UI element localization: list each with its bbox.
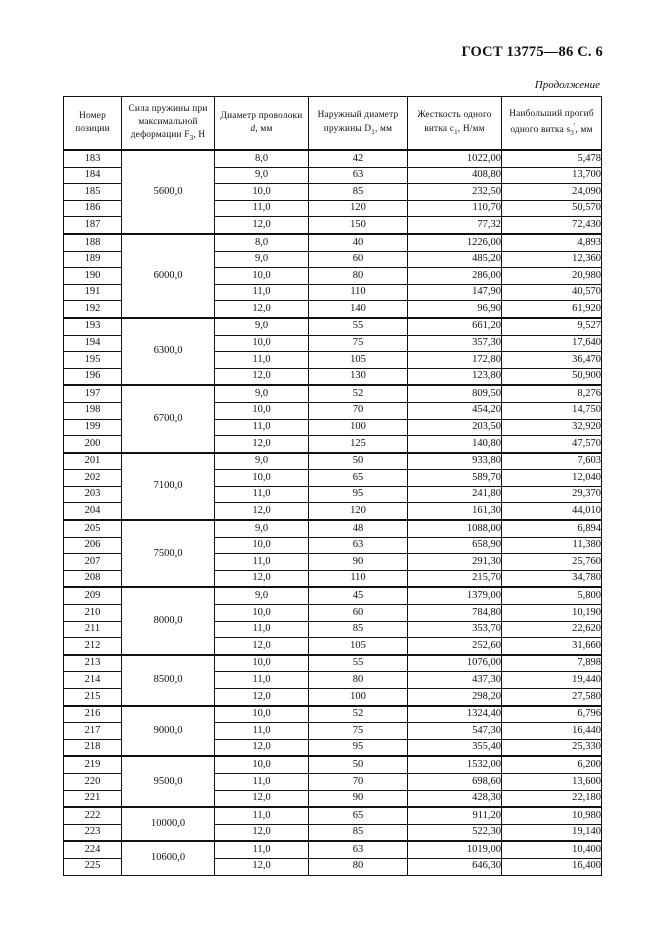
cell-wire-diameter: 10,0 (215, 335, 309, 352)
cell-position: 218 (64, 739, 122, 756)
cell-outer-diameter: 110 (309, 284, 408, 301)
cell-wire-diameter: 10,0 (215, 605, 309, 622)
cell-outer-diameter: 55 (309, 655, 408, 672)
cell-deflection: 10,190 (502, 605, 602, 622)
cell-outer-diameter: 95 (309, 739, 408, 756)
cell-stiffness: 589,70 (408, 470, 502, 487)
cell-deflection: 9,527 (502, 318, 602, 335)
cell-stiffness: 357,30 (408, 335, 502, 352)
cell-deflection: 36,470 (502, 352, 602, 369)
cell-deflection: 14,750 (502, 402, 602, 419)
table-row (64, 841, 602, 858)
cell-wire-diameter: 11,0 (215, 352, 309, 369)
cell-outer-diameter: 70 (309, 402, 408, 419)
cell-outer-diameter: 90 (309, 790, 408, 807)
cell-wire-diameter: 12,0 (215, 739, 309, 756)
cell-stiffness: 646,30 (408, 858, 502, 875)
cell-stiffness: 147,90 (408, 284, 502, 301)
table-row (64, 385, 602, 402)
table-row (64, 756, 602, 773)
cell-outer-diameter: 63 (309, 537, 408, 554)
cell-wire-diameter: 12,0 (215, 689, 309, 706)
cell-stiffness: 933,80 (408, 453, 502, 470)
cell-position: 220 (64, 773, 122, 790)
cell-wire-diameter: 10,0 (215, 470, 309, 487)
cell-deflection: 50,570 (502, 200, 602, 217)
cell-stiffness: 658,90 (408, 537, 502, 554)
cell-outer-diameter: 105 (309, 352, 408, 369)
table-row (64, 587, 602, 604)
table-row (64, 318, 602, 335)
cell-position: 225 (64, 858, 122, 875)
cell-position: 189 (64, 251, 122, 268)
continued-label: Продолжение (534, 79, 600, 91)
cell-deflection: 25,760 (502, 554, 602, 571)
cell-position: 195 (64, 352, 122, 369)
cell-deflection: 5,478 (502, 150, 602, 167)
cell-wire-diameter: 12,0 (215, 570, 309, 587)
cell-position: 203 (64, 486, 122, 503)
cell-outer-diameter: 60 (309, 605, 408, 622)
cell-position: 193 (64, 318, 122, 335)
cell-position: 211 (64, 621, 122, 638)
cell-position: 192 (64, 301, 122, 318)
cell-stiffness: 454,20 (408, 402, 502, 419)
cell-outer-diameter: 140 (309, 301, 408, 318)
cell-stiffness: 408,80 (408, 167, 502, 184)
cell-stiffness: 232,50 (408, 184, 502, 201)
header-stiffness: Жесткость одного витка $c_1$, Н/мм (408, 97, 502, 151)
cell-stiffness: 547,30 (408, 723, 502, 740)
cell-wire-diameter: 11,0 (215, 723, 309, 740)
cell-wire-diameter: 9,0 (215, 251, 309, 268)
cell-deflection: 16,400 (502, 858, 602, 875)
cell-deflection: 13,600 (502, 773, 602, 790)
cell-deflection: 20,980 (502, 268, 602, 285)
cell-deflection: 7,603 (502, 453, 602, 470)
cell-deflection: 22,620 (502, 621, 602, 638)
cell-wire-diameter: 10,0 (215, 537, 309, 554)
cell-force: 6700,0 (122, 385, 215, 452)
cell-outer-diameter: 90 (309, 554, 408, 571)
cell-stiffness: 291,30 (408, 554, 502, 571)
cell-outer-diameter: 110 (309, 570, 408, 587)
table-row (64, 655, 602, 672)
cell-wire-diameter: 9,0 (215, 587, 309, 604)
cell-deflection: 6,894 (502, 520, 602, 537)
cell-outer-diameter: 85 (309, 621, 408, 638)
cell-deflection: 12,360 (502, 251, 602, 268)
cell-deflection: 6,200 (502, 756, 602, 773)
cell-wire-diameter: 11,0 (215, 773, 309, 790)
cell-outer-diameter: 48 (309, 520, 408, 537)
cell-outer-diameter: 45 (309, 587, 408, 604)
header-wire-diameter: Диаметр проволоки d, мм (215, 97, 309, 151)
cell-position: 200 (64, 436, 122, 453)
cell-deflection: 27,580 (502, 689, 602, 706)
cell-stiffness: 110,70 (408, 200, 502, 217)
cell-deflection: 25,330 (502, 739, 602, 756)
cell-wire-diameter: 10,0 (215, 402, 309, 419)
cell-wire-diameter: 12,0 (215, 638, 309, 655)
cell-position: 197 (64, 385, 122, 402)
cell-stiffness: 1088,00 (408, 520, 502, 537)
cell-force: 6300,0 (122, 318, 215, 385)
cell-outer-diameter: 85 (309, 184, 408, 201)
cell-outer-diameter: 120 (309, 503, 408, 520)
cell-deflection: 34,780 (502, 570, 602, 587)
cell-wire-diameter: 10,0 (215, 706, 309, 723)
cell-outer-diameter: 120 (309, 200, 408, 217)
cell-position: 191 (64, 284, 122, 301)
cell-position: 224 (64, 841, 122, 858)
cell-outer-diameter: 105 (309, 638, 408, 655)
cell-outer-diameter: 75 (309, 335, 408, 352)
cell-position: 185 (64, 184, 122, 201)
cell-force: 7500,0 (122, 520, 215, 587)
cell-stiffness: 215,70 (408, 570, 502, 587)
cell-position: 187 (64, 217, 122, 234)
header-deflection: Наибольший прогиб одного витка $s_3'$, мм (502, 97, 602, 151)
cell-deflection: 24,090 (502, 184, 602, 201)
cell-stiffness: 428,30 (408, 790, 502, 807)
cell-position: 206 (64, 537, 122, 554)
header-position: Номер позиции (64, 97, 122, 151)
table-row (64, 150, 602, 167)
cell-wire-diameter: 9,0 (215, 167, 309, 184)
cell-outer-diameter: 42 (309, 150, 408, 167)
cell-position: 183 (64, 150, 122, 167)
cell-position: 215 (64, 689, 122, 706)
cell-wire-diameter: 12,0 (215, 824, 309, 841)
cell-wire-diameter: 11,0 (215, 200, 309, 217)
table-row (64, 706, 602, 723)
table-body (64, 150, 602, 875)
cell-stiffness: 809,50 (408, 385, 502, 402)
cell-deflection: 61,920 (502, 301, 602, 318)
cell-outer-diameter: 75 (309, 723, 408, 740)
cell-wire-diameter: 10,0 (215, 268, 309, 285)
header-outer-diameter: Наружный диаметр пружины $D_1$, мм (309, 97, 408, 151)
cell-wire-diameter: 11,0 (215, 621, 309, 638)
table-row (64, 520, 602, 537)
cell-wire-diameter: 8,0 (215, 150, 309, 167)
cell-stiffness: 1324,40 (408, 706, 502, 723)
cell-deflection: 40,570 (502, 284, 602, 301)
cell-wire-diameter: 12,0 (215, 301, 309, 318)
cell-deflection: 5,800 (502, 587, 602, 604)
cell-position: 196 (64, 368, 122, 385)
cell-stiffness: 522,30 (408, 824, 502, 841)
table-header-row (64, 97, 602, 151)
cell-stiffness: 172,80 (408, 352, 502, 369)
cell-stiffness: 1226,00 (408, 234, 502, 251)
cell-deflection: 12,040 (502, 470, 602, 487)
cell-position: 214 (64, 672, 122, 689)
cell-deflection: 10,400 (502, 841, 602, 858)
cell-outer-diameter: 70 (309, 773, 408, 790)
cell-stiffness: 123,80 (408, 368, 502, 385)
cell-wire-diameter: 12,0 (215, 368, 309, 385)
cell-force: 8500,0 (122, 655, 215, 706)
cell-deflection: 50,900 (502, 368, 602, 385)
cell-wire-diameter: 12,0 (215, 503, 309, 520)
cell-position: 190 (64, 268, 122, 285)
cell-force: 9500,0 (122, 756, 215, 807)
cell-deflection: 6,796 (502, 706, 602, 723)
cell-position: 219 (64, 756, 122, 773)
cell-stiffness: 698,60 (408, 773, 502, 790)
cell-position: 198 (64, 402, 122, 419)
cell-position: 188 (64, 234, 122, 251)
cell-stiffness: 1532,00 (408, 756, 502, 773)
cell-force: 9000,0 (122, 706, 215, 757)
table-row (64, 234, 602, 251)
cell-wire-diameter: 11,0 (215, 486, 309, 503)
cell-deflection: 44,010 (502, 503, 602, 520)
cell-outer-diameter: 85 (309, 824, 408, 841)
cell-outer-diameter: 95 (309, 486, 408, 503)
cell-position: 201 (64, 453, 122, 470)
cell-force: 10000,0 (122, 807, 215, 841)
cell-outer-diameter: 63 (309, 841, 408, 858)
cell-stiffness: 252,60 (408, 638, 502, 655)
cell-wire-diameter: 9,0 (215, 520, 309, 537)
cell-wire-diameter: 10,0 (215, 184, 309, 201)
cell-outer-diameter: 80 (309, 672, 408, 689)
cell-deflection: 16,440 (502, 723, 602, 740)
cell-position: 217 (64, 723, 122, 740)
cell-outer-diameter: 52 (309, 385, 408, 402)
cell-outer-diameter: 130 (309, 368, 408, 385)
page-header: ГОСТ 13775—86 С. 6 (461, 44, 603, 60)
cell-wire-diameter: 12,0 (215, 436, 309, 453)
spring-spec-table (63, 96, 602, 876)
cell-outer-diameter: 65 (309, 807, 408, 824)
cell-wire-diameter: 10,0 (215, 655, 309, 672)
cell-stiffness: 784,80 (408, 605, 502, 622)
cell-deflection: 13,700 (502, 167, 602, 184)
cell-stiffness: 1022,00 (408, 150, 502, 167)
table-row (64, 807, 602, 824)
cell-stiffness: 911,20 (408, 807, 502, 824)
cell-position: 208 (64, 570, 122, 587)
cell-wire-diameter: 11,0 (215, 807, 309, 824)
cell-deflection: 47,570 (502, 436, 602, 453)
cell-stiffness: 140,80 (408, 436, 502, 453)
cell-stiffness: 353,70 (408, 621, 502, 638)
cell-stiffness: 1076,00 (408, 655, 502, 672)
cell-outer-diameter: 100 (309, 689, 408, 706)
cell-deflection: 11,380 (502, 537, 602, 554)
cell-force: 10600,0 (122, 841, 215, 875)
cell-stiffness: 355,40 (408, 739, 502, 756)
cell-position: 213 (64, 655, 122, 672)
cell-outer-diameter: 52 (309, 706, 408, 723)
table-row (64, 453, 602, 470)
cell-outer-diameter: 65 (309, 470, 408, 487)
cell-outer-diameter: 150 (309, 217, 408, 234)
cell-position: 194 (64, 335, 122, 352)
cell-position: 209 (64, 587, 122, 604)
cell-deflection: 10,980 (502, 807, 602, 824)
cell-wire-diameter: 8,0 (215, 234, 309, 251)
cell-deflection: 32,920 (502, 419, 602, 436)
cell-wire-diameter: 12,0 (215, 790, 309, 807)
cell-outer-diameter: 100 (309, 419, 408, 436)
cell-position: 204 (64, 503, 122, 520)
cell-stiffness: 286,00 (408, 268, 502, 285)
cell-position: 223 (64, 824, 122, 841)
cell-stiffness: 661,20 (408, 318, 502, 335)
cell-outer-diameter: 50 (309, 453, 408, 470)
cell-deflection: 72,430 (502, 217, 602, 234)
cell-outer-diameter: 50 (309, 756, 408, 773)
cell-outer-diameter: 80 (309, 268, 408, 285)
cell-deflection: 7,898 (502, 655, 602, 672)
cell-wire-diameter: 9,0 (215, 385, 309, 402)
cell-position: 186 (64, 200, 122, 217)
cell-wire-diameter: 11,0 (215, 554, 309, 571)
cell-force: 7100,0 (122, 453, 215, 520)
cell-position: 222 (64, 807, 122, 824)
cell-position: 202 (64, 470, 122, 487)
cell-wire-diameter: 11,0 (215, 419, 309, 436)
cell-deflection: 29,370 (502, 486, 602, 503)
cell-deflection: 31,660 (502, 638, 602, 655)
cell-outer-diameter: 40 (309, 234, 408, 251)
cell-wire-diameter: 10,0 (215, 756, 309, 773)
cell-position: 207 (64, 554, 122, 571)
cell-wire-diameter: 9,0 (215, 453, 309, 470)
cell-wire-diameter: 12,0 (215, 858, 309, 875)
cell-outer-diameter: 55 (309, 318, 408, 335)
cell-wire-diameter: 11,0 (215, 672, 309, 689)
cell-deflection: 22,180 (502, 790, 602, 807)
cell-wire-diameter: 12,0 (215, 217, 309, 234)
cell-deflection: 19,440 (502, 672, 602, 689)
cell-outer-diameter: 80 (309, 858, 408, 875)
cell-outer-diameter: 63 (309, 167, 408, 184)
cell-position: 199 (64, 419, 122, 436)
cell-force: 6000,0 (122, 234, 215, 318)
cell-force: 5600,0 (122, 150, 215, 234)
cell-stiffness: 1379,00 (408, 587, 502, 604)
cell-deflection: 4,893 (502, 234, 602, 251)
cell-stiffness: 485,20 (408, 251, 502, 268)
cell-position: 212 (64, 638, 122, 655)
header-force: Сила пружины при максимальной деформации $F_3$, Н (122, 97, 215, 151)
cell-wire-diameter: 11,0 (215, 284, 309, 301)
cell-stiffness: 77,32 (408, 217, 502, 234)
cell-outer-diameter: 60 (309, 251, 408, 268)
cell-deflection: 19,140 (502, 824, 602, 841)
cell-wire-diameter: 9,0 (215, 318, 309, 335)
cell-force: 8000,0 (122, 587, 215, 654)
cell-position: 205 (64, 520, 122, 537)
cell-position: 216 (64, 706, 122, 723)
cell-stiffness: 1019,00 (408, 841, 502, 858)
cell-outer-diameter: 125 (309, 436, 408, 453)
cell-position: 210 (64, 605, 122, 622)
cell-position: 184 (64, 167, 122, 184)
cell-wire-diameter: 11,0 (215, 841, 309, 858)
cell-stiffness: 96,90 (408, 301, 502, 318)
cell-deflection: 17,640 (502, 335, 602, 352)
cell-stiffness: 437,30 (408, 672, 502, 689)
cell-stiffness: 241,80 (408, 486, 502, 503)
cell-stiffness: 161,30 (408, 503, 502, 520)
cell-stiffness: 203,50 (408, 419, 502, 436)
cell-deflection: 8,276 (502, 385, 602, 402)
cell-position: 221 (64, 790, 122, 807)
cell-stiffness: 298,20 (408, 689, 502, 706)
